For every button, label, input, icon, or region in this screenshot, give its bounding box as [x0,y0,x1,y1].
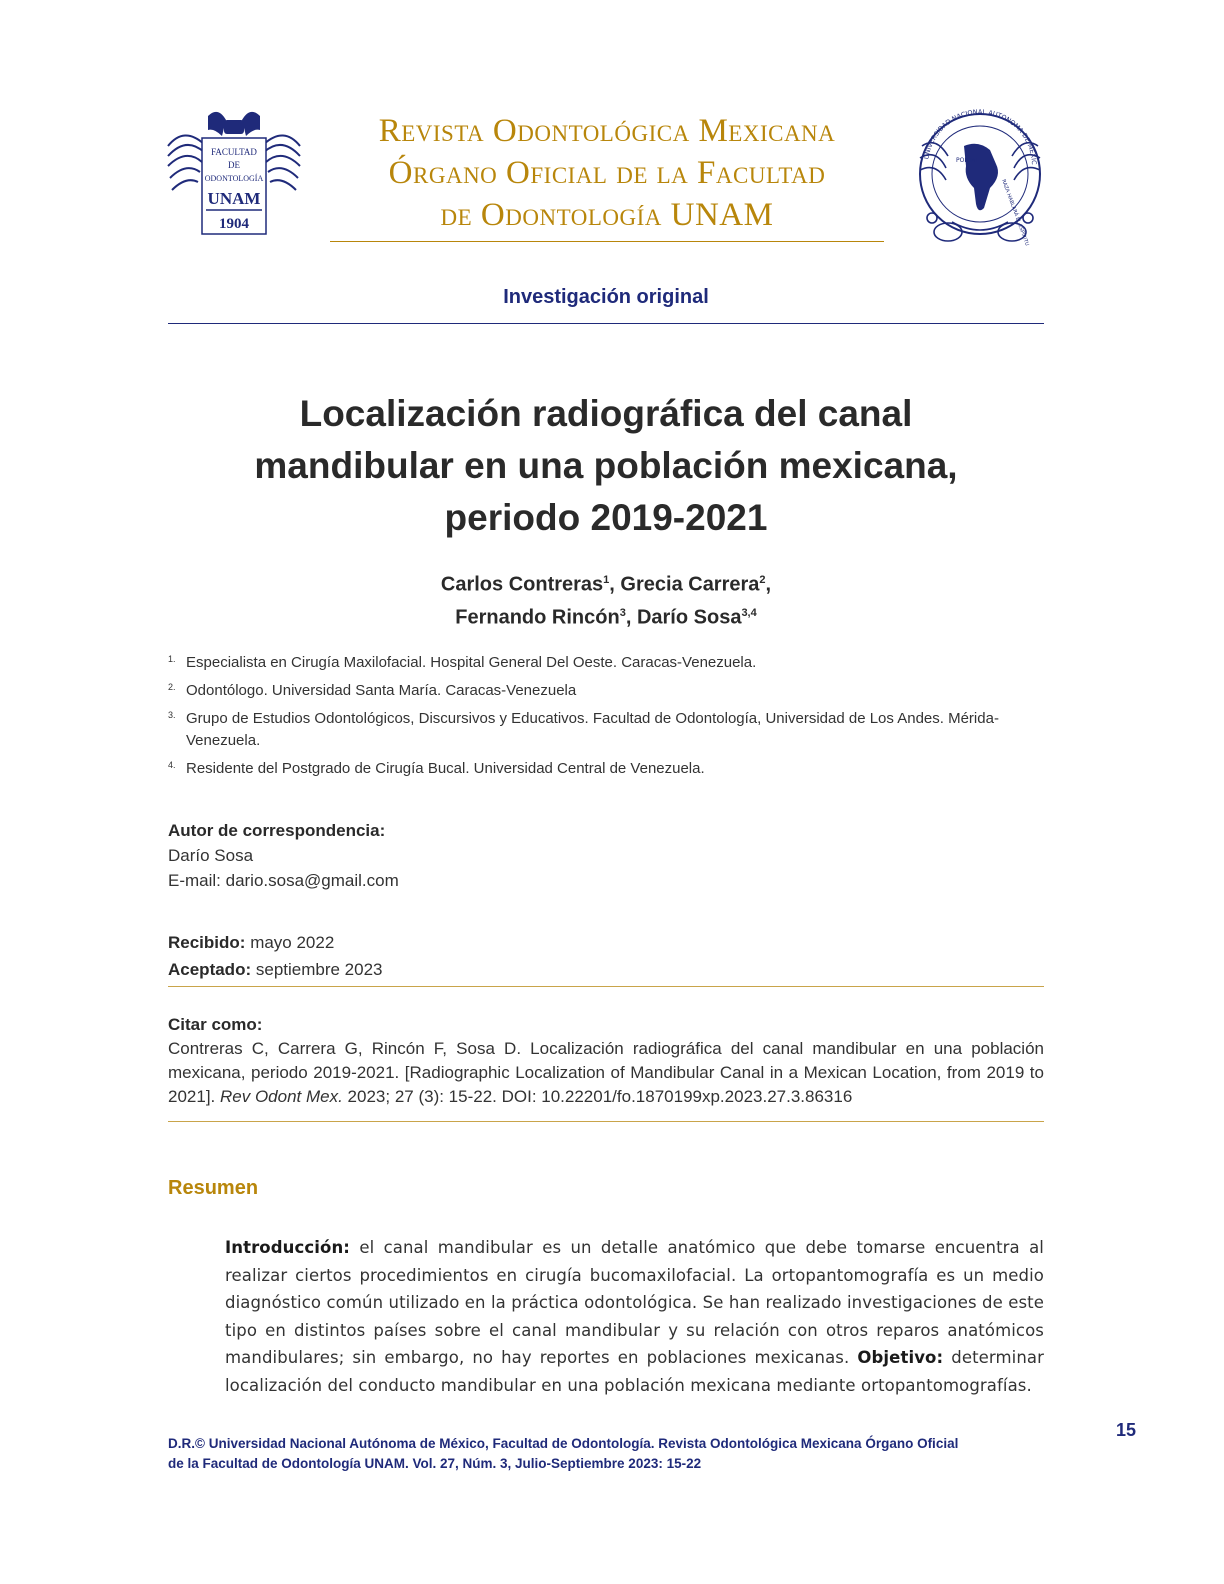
journal-title-line-1: Revista Odontológica Mexicana [378,113,836,149]
received-label: Recibido: [168,933,246,952]
logo-text-year: 1904 [219,216,249,232]
received-date: mayo 2022 [250,933,335,952]
article-type-rule [168,323,1044,324]
copyright-footer [168,1434,1058,1474]
citation-journal: Rev Odont Mex. [220,1087,343,1106]
affiliation-text: Residente del Postgrado de Cirugía Bucal. Universidad Central de Venezuela. [186,760,705,777]
unam-seal-logo [912,106,1048,250]
author-name: Carlos Contreras [440,573,604,596]
affiliation-item [168,758,1048,780]
correspondence-email[interactable]: E-mail: dario.sosa@gmail.com [168,871,399,890]
journal-title [330,110,884,236]
intro-text: el canal mandibular es un detalle anatómico que debe tomarse encuentra al realizar ciertos procedimientos en cirugía bucomaxilofacial. La ortopantomografía es un medio diagnóstico común utilizado en la práctica odontológica. Se han realizado investigaciones de este tipo en distintos países sobre el canal mandibular y su relación con otros reparos anatómicos mandibulares; sin embargo, no hay reportes en poblaciones mexicanas. [225,1238,1044,1367]
logo-text-unam: UNAM [207,189,261,208]
author-separator: , [609,573,621,596]
facultad-odontologia-logo [164,106,304,242]
author-affil-ref: 2 [759,574,766,586]
seal-ring-text: UNIVERSIDAD NACIONAL AUTONOMA DE MEXIC [922,107,1039,165]
journal-title-line-2: Órgano Oficial de la Facultad [388,155,826,191]
author-line-1 [200,566,1012,599]
author-affil-ref: 1 [603,574,610,586]
footer-line-1: D.R.© Universidad Nacional Autónoma de México, Facultad de Odontología. Revista Odontológica Mexicana Órgano Oficial [168,1436,959,1451]
citation-text [168,1037,1044,1109]
correspondence-label: Autor de correspondencia: [168,821,386,840]
objective-label: Objetivo: [857,1348,944,1367]
resumen-heading: Resumen [168,1177,259,1199]
accepted-label: Aceptado: [168,960,252,979]
journal-title-line-3: de Odontología UNAM [440,197,774,233]
citation-doi: 2023; 27 (3): 15-22. DOI: 10.22201/fo.1870199xp.2023.27.3.86316 [342,1087,853,1106]
correspondence-name: Darío Sosa [168,846,254,865]
citation-block [168,1013,1044,1109]
author-separator: , [625,606,637,629]
seal-motto-right: RAZA HABLARÁ EL ESPIRITU [1000,178,1030,247]
article-title [200,388,1012,544]
logo-text-facultad: FACULTAD [211,147,257,157]
intro-label: Introducción: [225,1238,351,1257]
citation-text-main: Contreras C, Carrera G, Rincón F, Sosa D. Localización radiográfica del canal mandibular en una población mexicana, periodo 2019-2021. [Radiographic Localization of Mandibular Canal in a Mexican Location, from 2019 to 2021]. [168,1039,1044,1106]
article-title-line-3: periodo 2019-2021 [444,497,768,538]
affiliation-item [168,708,1048,752]
footer-line-2: de la Facultad de Odontología UNAM. Vol. 27, Núm. 3, Julio-Septiembre 2023: 15-22 [168,1456,702,1471]
article-title-line-2: mandibular en una población mexicana, [254,445,958,486]
accepted-date: septiembre 2023 [255,960,383,979]
affiliation-text: Odontólogo. Universidad Santa María. Caracas-Venezuela [186,682,577,699]
affiliation-number: 2. [168,682,176,692]
author-name: Darío Sosa [636,606,742,629]
dates-rule [168,986,1044,987]
author-affil-ref: 3 [619,606,626,619]
seal-motto-left: POR MI [956,157,978,164]
affiliations-list [168,652,1048,786]
affiliation-item [168,652,1048,674]
affiliation-text: Grupo de Estudios Odontológicos, Discursivos y Educativos. Facultad de Odontología, Universidad de Los Andes. Mérida-Venezuela. [186,710,999,749]
page-number: 15 [1116,1420,1137,1440]
dates-block [168,929,1044,983]
logo-text-odontologia: ODONTOLOGÍA [204,174,264,183]
affiliation-text: Especialista en Cirugía Maxilofacial. Hospital General Del Oeste. Caracas-Venezuela. [186,654,757,671]
author-separator: , [765,573,772,596]
author-affil-ref: 3,4 [741,606,757,619]
citation-rule [168,1121,1044,1122]
article-type-label: Investigación original [503,286,709,308]
journal-title-rule [330,241,884,242]
affiliation-number: 1. [168,654,176,664]
article-title-line-1: Localización radiográfica del canal [299,393,913,434]
author-name: Fernando Rincón [455,606,620,629]
affiliation-item [168,680,1048,702]
correspondence-block [168,818,1044,893]
affiliation-number: 4. [168,760,176,770]
logo-text-de: DE [228,160,240,170]
affiliation-number: 3. [168,710,176,720]
author-name: Grecia Carrera [620,573,760,596]
author-line-2 [200,599,1012,632]
author-list [200,566,1012,631]
objective-text: determinar localización del conducto mandibular en una población mexicana mediante ortopantomografías. [225,1348,1044,1395]
abstract-text [225,1234,1044,1399]
citation-label: Citar como: [168,1015,263,1034]
